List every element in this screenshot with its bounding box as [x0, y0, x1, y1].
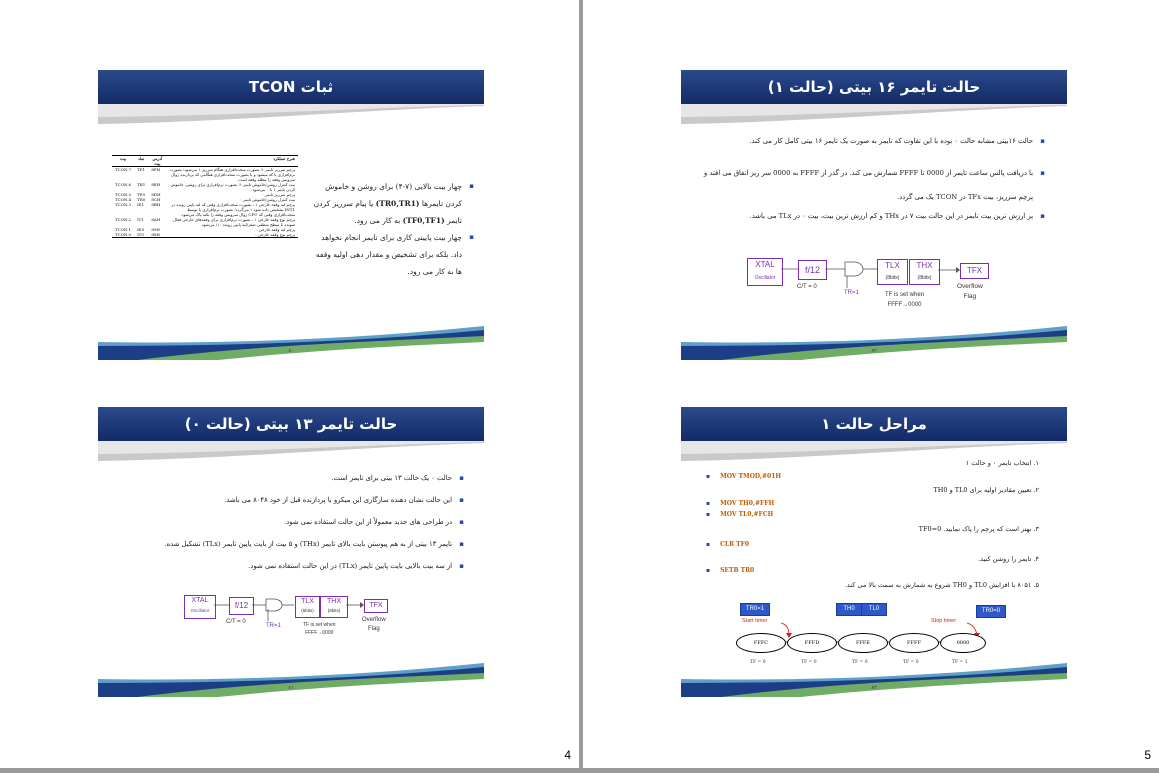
title-swoosh [681, 441, 1067, 461]
xtal-box: XTAL Oscillator [747, 258, 783, 286]
slide-title: حالت تایمر ۱۶ بیتی (حالت ۱) [681, 70, 1067, 104]
code-line: ▪ CLR TF0 [706, 541, 749, 548]
table-row: TCON.0 IT0 88H پرچم نوع وقفه خارجی ۰ [112, 232, 298, 238]
footer-swoosh [98, 663, 484, 697]
title-swoosh [98, 104, 484, 124]
tf-value: TF = 1 [952, 660, 968, 665]
timer-16bit-bullets [693, 134, 1033, 223]
timer-13bit-bullets [98, 467, 452, 577]
slide-number: ۸۳ [871, 685, 877, 691]
title-swoosh [98, 441, 484, 461]
page-left [0, 0, 579, 768]
slide-tcon [98, 70, 484, 360]
slide-title: مراحل حالت ۱ [681, 407, 1067, 441]
list-item: ▪ در طراحی های جدید معمولاً از این حالت استفاده نمی شود. [98, 511, 452, 533]
title-swoosh [681, 104, 1067, 124]
list-item: ▪ تایمر ۱۳ بیتی از به هم پیوستن بایت بالای تایمر (THx) و ۵ بیت از بایت پایین تایمر (TLx) تشکیل شده. [98, 533, 452, 555]
divider-box: f/12 [229, 597, 254, 615]
code-line: ▪ MOV TL0,#FCH [706, 511, 773, 518]
state-node: FFFC [736, 633, 786, 653]
arrow-icon [938, 262, 962, 276]
tf-note: TF is set when FFFF→0000 [303, 622, 336, 636]
page-number-right: 5 [1144, 748, 1151, 762]
list-item: ▪ از سه بیت بالایی بایت پایین تایمر (TLx) در این حالت استفاده نمی شود. [98, 555, 452, 577]
step-2: ۲. تعیین مقادیر اولیه برای TL0 و TH0 [933, 486, 1039, 494]
th0-box: TH0 [836, 603, 862, 616]
step-4: ۴. تایمر را روشن کنید. [978, 555, 1039, 563]
table-row: TCON.7 TF1 8FH پرچم سرریز تایمر ۱؛ بصورت سخت‌افزاری هنگام سرریز ۱ می‌شود؛ بصورت نرم‌افزاری یا که میشود و یا بصورت سخت‌افزاری هنگامی که پردازنده روال سرویس وقفه را تنظله وقفه است. [115, 167, 295, 182]
table-row: TCON.2 IT1 8AH پرچم نوع وقفه خارجی ۱ ، بصورت نرم‌افزاری برای وقفه‌های خارجی فعال شونده با سطح منطقی صفر/لبه پایین رونده ۱/۰ می‌شود. [115, 217, 295, 227]
gate-icon [781, 258, 881, 292]
tf-value: TF = 0 [801, 660, 817, 665]
overflow-flag-label: Overflow Flag [957, 283, 983, 300]
table-row: TCON.4 TR0 8CH بیت کنترل روشن/خاموش تایمر ۰ [115, 197, 295, 202]
footer-swoosh [98, 326, 484, 360]
page-number-left: 4 [564, 748, 571, 762]
code-line: ▪ SETB TR0 [706, 567, 754, 574]
xtal-box: XTAL Oscillator [184, 595, 216, 619]
tl0-box: TL0 [861, 603, 887, 616]
tr-label: TR=1 [266, 623, 281, 629]
footer-swoosh [681, 663, 1067, 697]
tcon-bullets [312, 178, 462, 280]
footer-swoosh [681, 326, 1067, 360]
slide-title: ثبات TCON [98, 70, 484, 104]
slide-number: ۸۱ [288, 685, 294, 691]
tf-note: TF is set when FFFF→0000 [885, 292, 925, 308]
step-5: ۵. ۸۰۵۱ با افزایش TL0 و TH0 شروع به شمارش به سمت بالا می کند. [844, 581, 1039, 589]
step-3: ۳. بهتر است که پرچم را پاک نمایید. TF0=0 [918, 525, 1039, 533]
tr0-clear-box: TR0=0 [976, 605, 1006, 618]
slide-title: حالت تایمر ۱۳ بیتی (حالت ۰) [98, 407, 484, 441]
list-item: ▪ پر ارزش ترین بیت تایمر در این حالت بیت ۷ در THx و کم ارزش ترین بیت، بیت ۰ در TLx می باشد. [693, 209, 1033, 223]
stop-timer-label: Stop timer [931, 618, 957, 624]
ct-label: C/T = 0 [226, 619, 246, 625]
ct-label: C/T = 0 [797, 284, 817, 290]
list-item: ▪ حالت ۰ یک حالت ۱۳ بیتی برای تایمر است. [98, 467, 452, 489]
table-row: TCON.3 IE1 8BH پرچم لبه وقفه خارجی ۱ ، بصورت سخت‌افزاری وقتی که لبه پایین رونده در INT1 تشخیص داده شود ۱ می‌گردد؛ بصورت نرم‌افزاری یا توسط سخت‌افزاری وقتی که CPU روال سرویس وقفه را بکند پاک می‌شود. [115, 202, 295, 217]
tf-value: TF = 0 [903, 660, 919, 665]
tf-value: TF = 0 [852, 660, 868, 665]
state-node: FFFD [787, 633, 837, 653]
tfx-box: TFX [960, 263, 989, 279]
tcon-table: بیت نماد آدرس بیت شرح عملکرد TCON.7 TF1 8FH پرچم سرریز تایمر ۱؛ بصورت سخت‌افزاری هنگام سرریز ۱ می‌شود؛ بصورت نرم‌افزاری یا که میشود و یا بصورت سخت‌افزاری هنگامی که پردازنده روال سرویس وقفه را تنظله وقفه است. TCON.6 TR1 8EH بیت کنترل روشن/خاموش تایمر ۱؛ بصورت نرم‌افزاری برای روشن، خاموش کردن تایمر ۱ با ۰ می‌شود. TCON.5 TF0 8DH پرچم سرریز تایمر ۰ TCON.4 TR0 8CH بیت کنترل روشن/خاموش تایمر ۰ TCON.3 IE1 8BH پرچم لبه وقفه خارجی ۱ ، بصورت سخت‌افزاری وقتی که لبه پایین رونده در INT1 تشخیص داده شود ۱ می‌گردد؛ بصورت نرم‌افزاری یا توسط سخت‌افزاری وقتی که CPU روال سرویس وقفه را بکند پاک می‌شود. TCON.2 IT1 8AH پرچم نوع وقفه خارجی ۱ ، بصورت نرم‌افزاری برای وقفه‌های خارجی فعال شونده با سطح منطقی صفر/لبه پایین رونده ۱/۰ می‌شود. TCON.1 IE0 89H پرچم لبه وقفه خارجی ۰ TCON.0 IT0 88H پرچم نوع وقفه خارجی ۰ [112, 155, 298, 238]
page-right [583, 0, 1159, 768]
table-row: TCON.6 TR1 8EH بیت کنترل روشن/خاموش تایمر ۱؛ بصورت نرم‌افزاری برای روشن، خاموش کردن تایمر ۱ با ۰ می‌شود. [115, 182, 295, 192]
code-line: ▪ MOV TMOD,#01H [706, 473, 781, 480]
tfx-box: TFX [364, 599, 388, 613]
tlx-box: TLX (5bits) [295, 596, 320, 618]
thx-box: THX (8bits) [320, 596, 348, 618]
slide-number: ۸۲ [871, 348, 877, 354]
tf-value: TF = 0 [750, 660, 766, 665]
code-line: ▪ MOV TH0,#FFH [706, 500, 774, 507]
state-node: 0000 [940, 633, 986, 653]
list-item: ▪ چهار بیت پایینی کاری برای تایمر انجام نخواهد داد. بلکه برای تشخیص و مقدار دهی اولیه وقفه ها به کار می رود. [312, 229, 462, 280]
table-row: TCON.1 IE0 89H پرچم لبه وقفه خارجی ۰ [115, 227, 295, 232]
tr-label: TR=1 [844, 290, 859, 296]
thx-box: THX (8bits) [909, 259, 940, 285]
slide-timer-13bit [98, 407, 484, 697]
slide-timer-16bit [681, 70, 1067, 360]
divider-box: f/12 [798, 260, 827, 280]
state-node: FFFF [889, 633, 939, 653]
slide-number: ۸۰ [288, 348, 294, 354]
list-item: ▪ چهار بیت بالایی (۷-۴) برای روشن و خاموش کردن تایمرها (TR0,TR1) یا پیام سرریز کردن تایمر (TF0,TF1) به کار می رود. [312, 178, 462, 229]
table-row: TCON.5 TF0 8DH پرچم سرریز تایمر ۰ [115, 192, 295, 197]
tr0-set-box: TR0=1 [740, 603, 770, 616]
list-item: ▪ این حالت نشان دهنده سازگاری این میکرو با پردازنده قبل از خود ۸۰۴۸ می باشد. [98, 489, 452, 511]
start-timer-label: Start timer [742, 618, 768, 624]
tlx-box: TLX (8bits) [877, 259, 908, 285]
overflow-flag-label: Overflow Flag [362, 617, 386, 632]
arrow-icon [346, 597, 366, 611]
state-node: FFFE [838, 633, 888, 653]
list-item: ▪ با دریافت پالس ساعت تایمر از 0000 تا FFFF شمارش می کند. در گذر از FFFF به 0000 سر ریز اتفاق می افتد و پرچم سرریز، بیت TFx در TCON یک می گردد. [693, 161, 1033, 209]
step-1: ۱. انتخاب تایمر ۰ و حالت ۱ [965, 459, 1039, 467]
list-item: ▪ حالت ۱۶بیتی مشابه حالت ۰ بوده با این تفاوت که تایمر به صورت یک تایمر ۱۶ بیتی کامل کار می کند. [693, 134, 1033, 148]
slide-mode1-steps [681, 407, 1067, 697]
